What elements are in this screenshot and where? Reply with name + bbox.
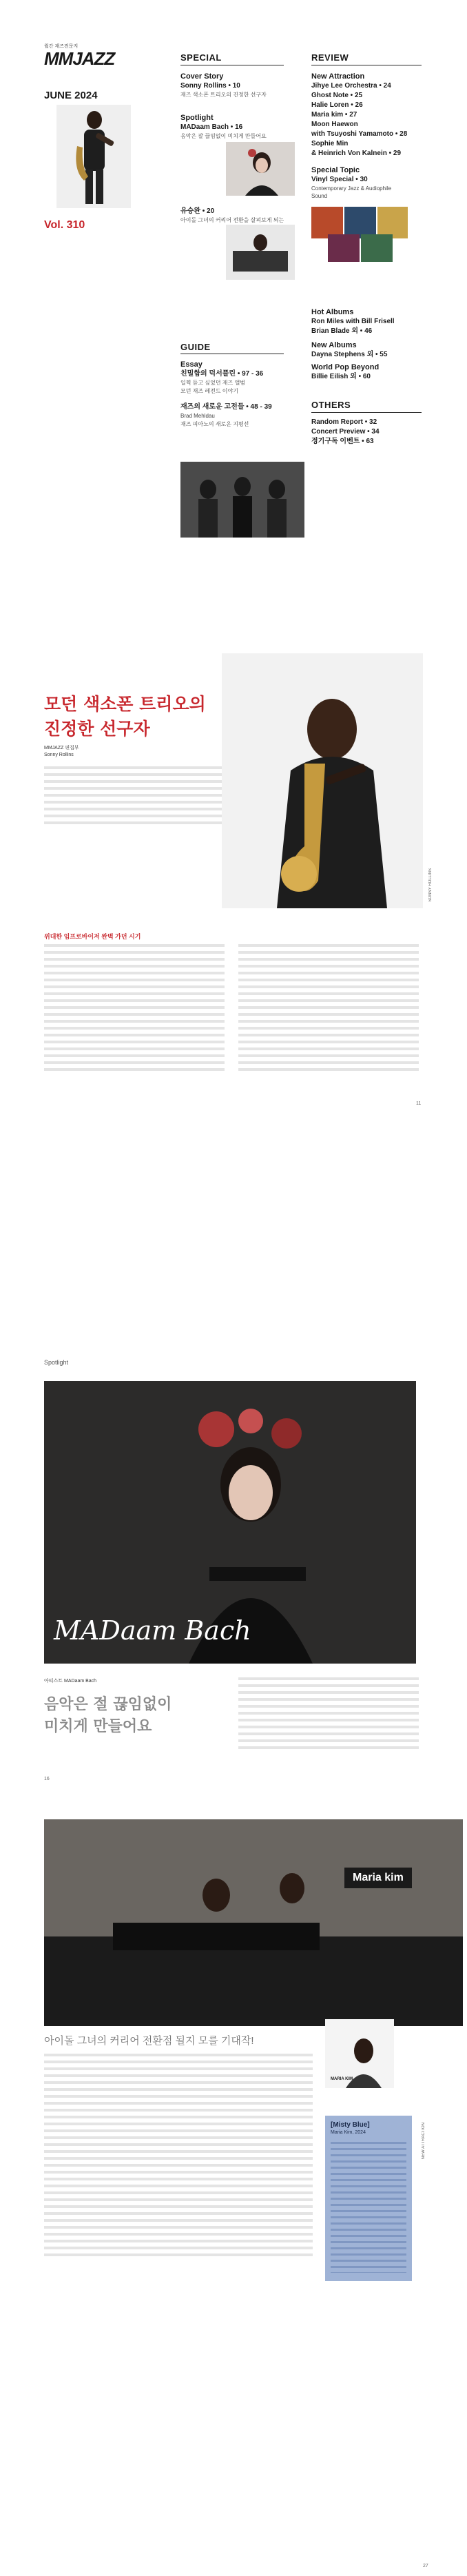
world-pop-title[interactable]: Billie Eilish 외 • 60 [311,373,371,380]
article2-body [238,1677,419,1753]
spotlight-label: Spotlight [180,114,214,122]
article3-body [44,2054,313,2260]
logo-kicker: 월간 재즈전문지 [44,44,79,49]
new-albums-label: New Albums [311,341,357,349]
article3-page-number: 27 [423,2564,428,2568]
toc-lower [0,380,467,606]
essay2-title[interactable]: 재즈의 새로운 고전들 • 48 - 39 [180,403,272,411]
spotlight-photo [226,142,295,196]
album-cover-label: MARIA KIM [331,2077,353,2081]
essay-desc-2: 모던 재즈 레전드 이야기 [180,388,238,394]
new-attraction-item-5[interactable]: with Tsuyoshi Yamamoto • 28 [311,130,408,138]
article3-headline: 아이돌 그녀의 커리어 전환점 될지 모를 기대작! [44,2035,254,2047]
article1-headline-2: 진정한 선구자 [44,719,150,739]
article2-lead: 아티스트 MADaam Bach [44,1679,97,1684]
cover-photo [56,105,131,208]
madaam-bach-photo-title: MADaam Bach [54,1615,251,1646]
article3-side-caption: NEW ATTRACTION [422,2123,426,2160]
cover-story-label: Cover Story [180,72,224,81]
article1-intro-text [44,766,222,828]
article2-headline-1: 음악은 절 끊임없이 [44,1695,172,1713]
maria-kim-name-badge: Maria kim [344,1868,412,1888]
article1-subhead: 위대한 임프로바이저 완벽 가던 시기 [44,933,141,940]
new-albums-title[interactable]: Dayna Stephens 외 • 55 [311,351,388,358]
hot-albums-sub[interactable]: Brian Blade 외 • 46 [311,327,373,335]
essay2-desc-1: Brad Mehldau [180,413,215,419]
article1-byline-1: MMJAZZ 편집부 [44,746,79,750]
spotlight2-title[interactable]: 유승완 • 20 [180,207,215,215]
review-heading: REVIEW [311,52,349,63]
article-sonny-rollins [0,662,467,1323]
special-topic-desc: Contemporary Jazz & Audiophile Sound [311,185,392,199]
others-item-2[interactable]: 정기구독 이벤트 • 63 [311,438,374,445]
new-attraction-item-6[interactable]: Sophie Min [311,140,349,147]
guide-heading: GUIDE [180,342,211,352]
new-attraction-label: New Attraction [311,72,365,81]
album-info-box [325,2116,412,2281]
essay-title[interactable]: 친밀함의 덕서플린 • 97 - 36 [180,370,264,378]
toc-page [0,0,467,386]
magazine-logo: MMJAZZ [44,48,115,69]
others-item-0[interactable]: Random Report • 32 [311,418,377,426]
cover-story-desc: 재즈 색소폰 트리오의 진정한 선구자 [180,92,267,98]
issue-date: JUNE 2024 [44,90,98,101]
special-topic-label: Special Topic [311,166,360,174]
spotlight2-desc: 아이돌 그녀의 커리어 전환을 살펴보게 되는 [180,217,284,223]
band-photo [180,462,304,538]
album-cover [325,2019,394,2088]
article1-page-number: 11 [416,1101,422,1106]
new-attraction-item-3[interactable]: Maria kim • 27 [311,111,357,119]
album-tracklist [331,2142,406,2273]
article-maria-kim [0,1819,467,2576]
special-heading: SPECIAL [180,52,222,63]
album-box-title: [Misty Blue] [331,2121,370,2129]
album-box-sub: Maria Kim, 2024 [331,2130,366,2135]
others-item-1[interactable]: Concert Preview • 34 [311,428,380,436]
hot-albums-title[interactable]: Ron Miles with Bill Frisell [311,318,395,325]
new-attraction-item-7[interactable]: & Heinrich Von Kalnein • 29 [311,150,402,157]
new-attraction-item-0[interactable]: Jihye Lee Orchestra • 24 [311,82,391,90]
article1-body-col2 [238,944,419,1075]
article2-section-label: Spotlight [44,1359,69,1366]
cover-story-title[interactable]: Sonny Rollins • 10 [180,82,240,90]
new-attraction-item-4[interactable]: Moon Haewon [311,121,358,128]
madaam-bach-photo [44,1381,416,1664]
special-topic-title[interactable]: Vinyl Special • 30 [311,176,368,183]
article1-body-col1 [44,944,225,1075]
others-heading: OTHERS [311,400,351,410]
maria-kim-photo [44,1819,463,2026]
essay2-desc-2: 재즈 피아노의 새로운 지평선 [180,421,249,427]
new-attraction-item-2[interactable]: Halie Loren • 26 [311,101,363,109]
sonny-rollins-photo [222,653,423,908]
article1-headline-1: 모던 색소폰 트리오의 [44,694,206,714]
spotlight-title[interactable]: MADaam Bach • 16 [180,123,243,131]
volume-number: Vol. 310 [44,219,85,231]
article1-side-caption: SONNY ROLLINS [428,868,433,902]
spotlight2-photo [226,225,295,280]
vinyl-covers [311,207,408,262]
essay-label: Essay [180,360,203,369]
essay-desc-1: 일찍 듣고 싶었던 재즈 앨범 [180,380,245,386]
article2-page-number: 16 [44,1777,50,1781]
article1-byline-2: Sonny Rollins [44,753,74,757]
spotlight-desc: 음악은 잘 끊임없이 미치게 만들어요 [180,133,267,139]
article2-headline-2: 미치게 만들어요 [44,1717,152,1735]
hot-albums-label: Hot Albums [311,308,354,316]
new-attraction-item-1[interactable]: Ghost Note • 25 [311,92,363,99]
world-pop-label: World Pop Beyond [311,363,380,371]
